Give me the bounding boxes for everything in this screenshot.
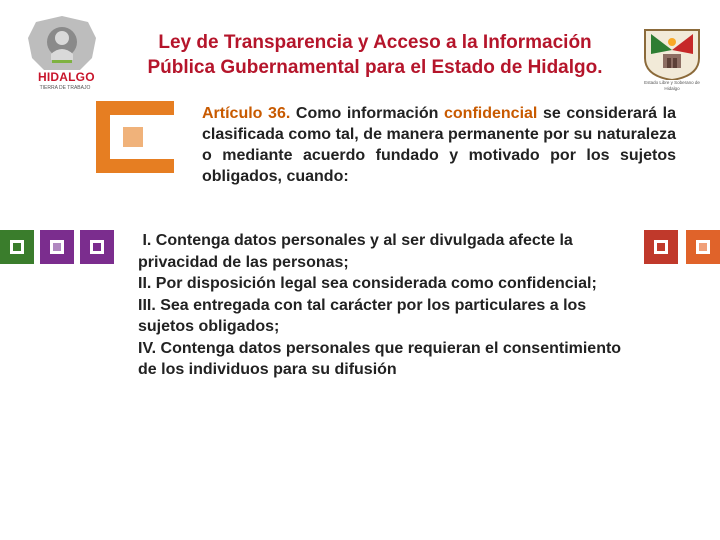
list-item: III. Sea entregada con tal carácter por los particulares a los sujetos obligados; <box>138 296 587 335</box>
page-title <box>120 30 630 80</box>
list-item: II. Por disposición legal sea considerada como confidencial; <box>138 275 597 292</box>
orange-square <box>686 230 720 264</box>
title-line-1: Ley de Transparencia y Acceso a la Información <box>158 32 592 53</box>
coat-of-arms-icon <box>633 24 711 80</box>
coat-of-arms-logo <box>633 24 711 98</box>
coat-of-arms-caption: Estado Libre y Soberano de Hidalgo <box>644 80 700 91</box>
list-item: IV. Contenga datos personales que requieran el consentimiento de los individuos para su difusión <box>138 339 622 378</box>
article-number: Artículo 36. <box>202 105 291 122</box>
purple-square-2 <box>80 230 114 264</box>
bracket-square-icon <box>96 101 174 173</box>
hidalgo-tagline: TIERRA DE TRABAJO <box>39 85 91 91</box>
conditions-list <box>138 230 638 381</box>
article-text-b: se considerará la clasificada como tal, de manera permanente por su naturaleza o mediante acuerdo fundado y motivado por los sujetos obligados, cuando: <box>202 105 677 185</box>
article-36-paragraph <box>202 103 676 187</box>
hidalgo-wordmark: HIDALGO <box>38 70 95 84</box>
title-line-2: Pública Gubernamental para el Estado de Hidalgo. <box>147 57 603 78</box>
red-square <box>644 230 678 264</box>
hidalgo-logo <box>22 14 102 98</box>
list-item: I. Contenga datos personales y al ser divulgada afecte la privacidad de las personas; <box>138 232 578 271</box>
article-highlight: confidencial <box>444 105 538 122</box>
purple-square-1 <box>40 230 74 264</box>
orange-bracket-square <box>96 101 174 173</box>
green-square <box>0 230 34 264</box>
article-text-a: Como información <box>290 105 444 122</box>
